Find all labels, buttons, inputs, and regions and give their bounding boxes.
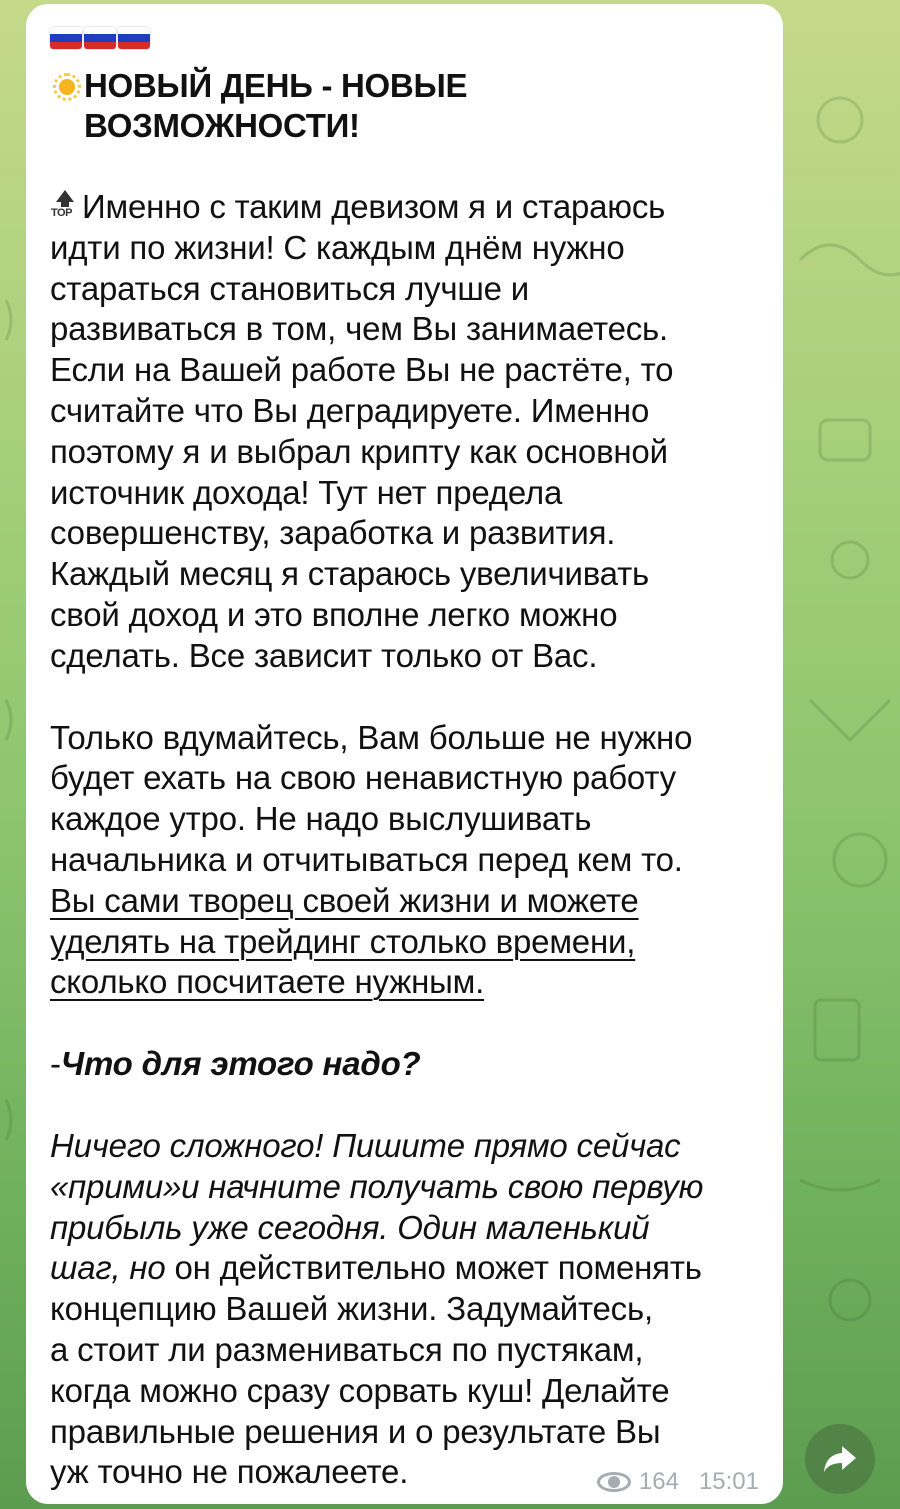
paragraph-1 — [50, 187, 757, 677]
paragraph-2 — [50, 718, 757, 1004]
question-dash: - — [50, 1045, 61, 1083]
paragraph-3 — [50, 1126, 757, 1493]
paragraph-2-underlined: Вы сами творец своей жизни и можете уделять на трейдинг столько времени, сколько посчитаете нужным. — [50, 881, 639, 1001]
paragraph-1-text: Именно с таким девизом я и стараюсь идти по жизни! С каждым днём нужно стараться становиться лучше и развиваться в том, чем Вы занимаетесь. Если на Вашей работе Вы не растёте, то считайте что Вы деградируете. Именно поэтому я и выбрал крипту как основной источник дохода! Тут нет предела совершенству, заработка и развития. Каждый месяц я стараюсь увеличивать свой доход и это вполне легко можно сделать. Все зависит только от Вас. — [50, 188, 674, 674]
eye-icon — [597, 1472, 631, 1492]
message-time: 15:01 — [698, 1468, 759, 1495]
ru-flag-icon — [84, 27, 116, 49]
message-title-text: НОВЫЙ ДЕНЬ - НОВЫЕ ВОЗМОЖНОСТИ! — [84, 67, 468, 144]
message-title — [50, 66, 757, 146]
share-arrow-icon — [822, 1444, 858, 1474]
share-button[interactable] — [805, 1424, 875, 1494]
ru-flag-icon — [118, 27, 150, 49]
question-text: Что для этого надо? — [60, 1045, 421, 1083]
top-arrow-icon: TOP — [50, 190, 80, 220]
message-meta — [597, 1468, 759, 1496]
question-line — [50, 1044, 757, 1085]
paragraph-2-text: Только вдумайтесь, Вам больше не нужно будет ехать на свою ненавистную работу каждое утро. Не надо выслушивать начальника и отчитываться перед кем то. — [50, 718, 693, 878]
sun-icon — [50, 70, 84, 104]
paragraph-3-text: он действительно может поменять концепцию Вашей жизни. Задумайтесь, а стоит ли размениваться по пустякам, когда можно сразу сорвать куш! Делайте правильные решения и о результате Вы уж точно не пожалеете. — [50, 1249, 702, 1491]
flags-row — [50, 26, 757, 50]
view-count: 164 — [638, 1468, 679, 1495]
ru-flag-icon — [50, 27, 82, 49]
paragraph-3-italic: Ничего сложного! Пишите прямо сейчас «прими»и начните получать свою первую прибыль уже сегодня. Один маленький шаг, но — [50, 1126, 704, 1287]
message-bubble — [26, 4, 783, 1504]
